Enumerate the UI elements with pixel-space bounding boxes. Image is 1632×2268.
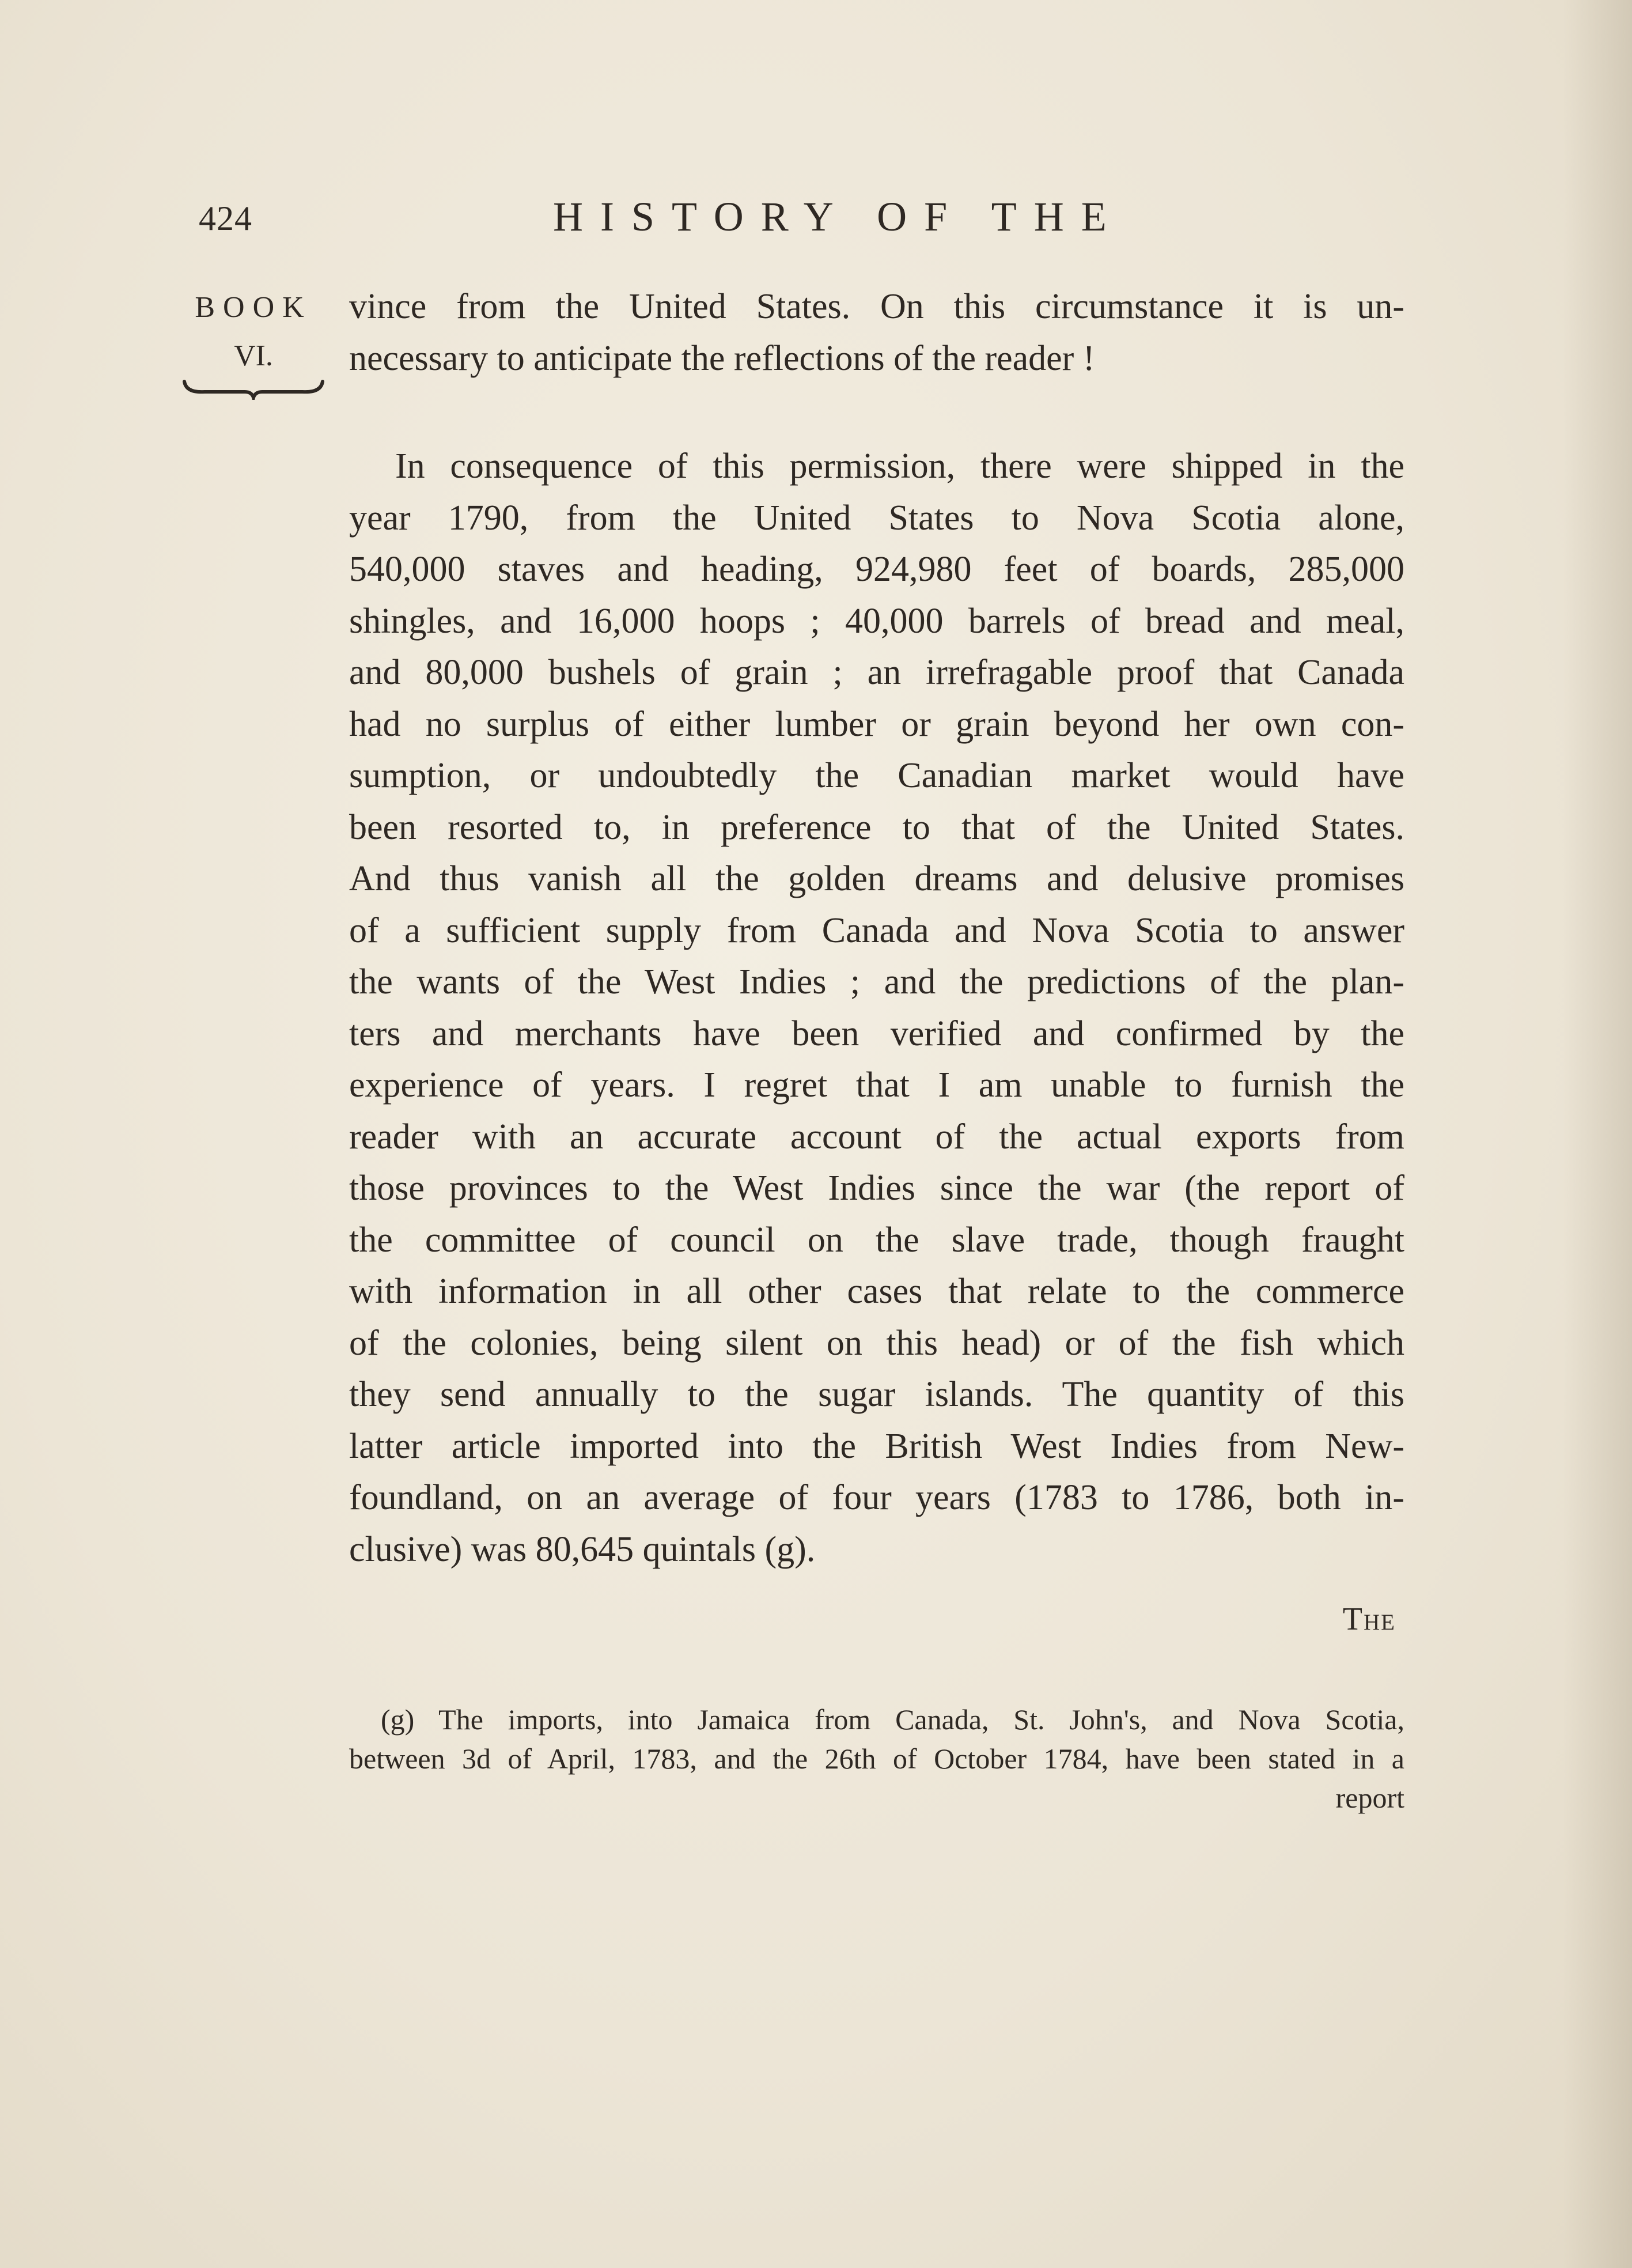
text-line: of a sufficient supply from Canada and Nova Scotia to answer (349, 910, 1404, 950)
footnote-line: report (1335, 1782, 1404, 1814)
text-line: with information in all other cases that relate to the commerce (349, 1272, 1404, 1311)
text-line: year 1790, from the United States to Nova Scotia alone, (349, 498, 1404, 538)
page-number: 424 (199, 199, 252, 237)
text-line: and 80,000 bushels of grain ; an irrefragable proof that Canada (349, 653, 1404, 692)
footnote-line: between 3d of April, 1783, and the 26th of October 1784, have been stated in a (349, 1742, 1404, 1775)
running-head: HISTORY OF THE (553, 194, 1124, 240)
text-line: vince from the United States. On this circumstance it is un- (349, 287, 1404, 326)
text-line: sumption, or undoubtedly the Canadian market would have (349, 756, 1404, 795)
text-line: had no surplus of either lumber or grain beyond her own con- (349, 704, 1404, 744)
catchword: The (1342, 1601, 1396, 1637)
side-note (181, 284, 325, 400)
text-line: those provinces to the West Indies since the war (the report of (349, 1169, 1404, 1208)
text-line: 540,000 staves and heading, 924,980 feet of boards, 285,000 (349, 550, 1404, 589)
text-line: experience of years. I regret that I am unable to furnish the (349, 1065, 1404, 1105)
text-line: shingles, and 16,000 hoops ; 40,000 barrels of bread and meal, (349, 601, 1404, 641)
text-line: latter article imported into the British West Indies from New- (349, 1426, 1404, 1466)
text-line: been resorted to, in preference to that of the United States. (349, 807, 1404, 847)
text-line: of the colonies, being silent on this head) or of the fish which (349, 1323, 1404, 1363)
page-gutter-shadow (1563, 0, 1632, 2268)
text-line: foundland, on an average of four years (1783 to 1786, both in- (349, 1478, 1404, 1517)
book-number: VI. (234, 339, 273, 372)
text-line: reader with an accurate account of the actual exports from (349, 1117, 1404, 1156)
continuation-text (349, 281, 1404, 384)
text-line: necessary to anticipate the reflections of the reader ! (349, 338, 1095, 378)
curly-brace-ornament (181, 377, 325, 400)
footnote (349, 1700, 1404, 1817)
text-line: clusive) was 80,645 quintals (g). (349, 1529, 816, 1569)
text-line: they send annually to the sugar islands. The quantity of this (349, 1375, 1404, 1414)
text-line: In consequence of this permission, there were shipped in the (395, 447, 1404, 486)
book-label: BOOK (195, 291, 312, 324)
main-paragraph (349, 441, 1404, 1575)
text-line: the committee of council on the slave trade, though fraught (349, 1220, 1404, 1260)
text-line: ters and merchants have been verified and confirmed by the (349, 1014, 1404, 1053)
footnote-line: (g) The imports, into Jamaica from Canada, St. John's, and Nova Scotia, (381, 1703, 1404, 1736)
text-line: And thus vanish all the golden dreams and delusive promises (349, 859, 1404, 898)
text-line: the wants of the West Indies ; and the predictions of the plan- (349, 962, 1404, 1001)
